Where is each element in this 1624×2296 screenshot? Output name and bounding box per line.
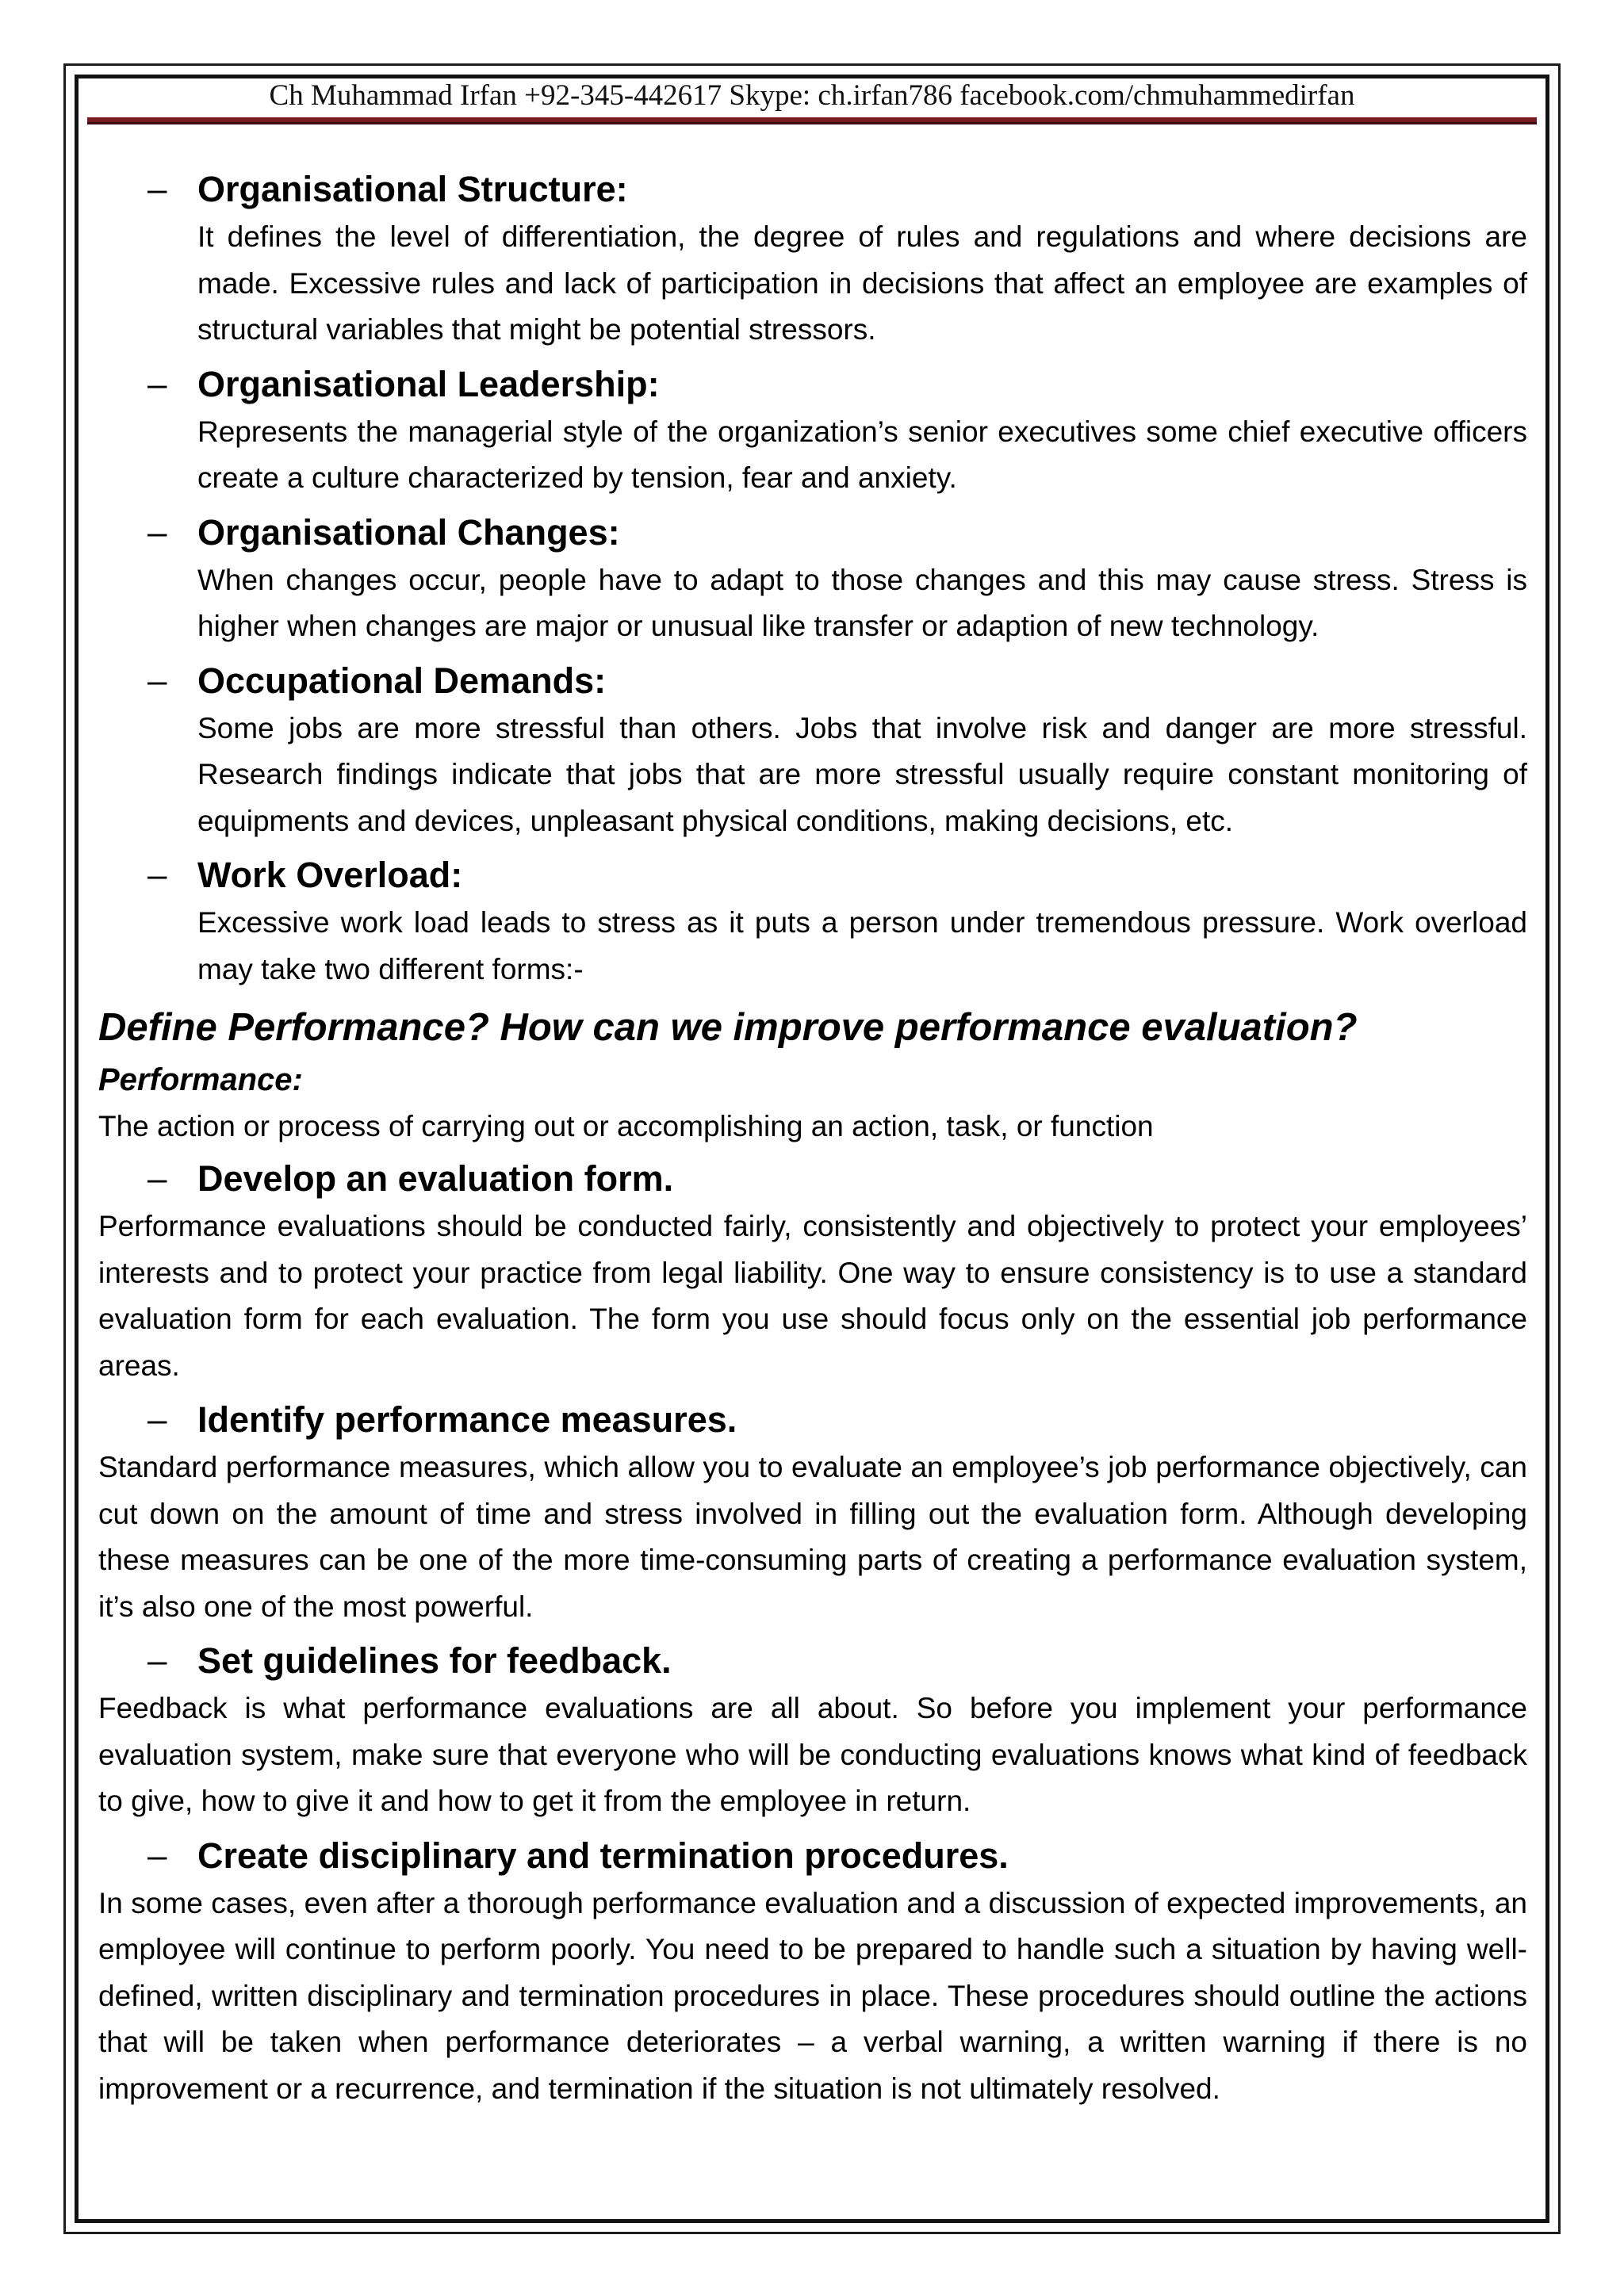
dash-bullet: – [147,364,167,404]
item-heading: Occupational Demands: [197,660,607,701]
item-heading: Organisational Changes: [197,511,620,553]
item-heading: Set guidelines for feedback. [197,1640,672,1681]
item-heading: Work Overload: [197,855,463,895]
item-paragraph: It defines the level of differentiation, the degree of rules and regulations and where decisions are made. Excessive rules and lack of participation in decisions that affect an employee are examples of structural variables that might be potential stressors. [197,220,1527,346]
item-paragraph: Some jobs are more stressful than others. Jobs that involve risk and danger are more stressful. Research findings indicate that jobs that are more stressful usually require constant monitoring of equipments and devices, unpleasant physical conditions, making decisions, etc. [197,711,1527,837]
stressor-organisational-changes [98,508,1527,650]
item-heading: Organisational Structure: [197,169,628,209]
item-paragraph: In some cases, even after a thorough performance evaluation and a discussion of expected improvements, an employee will continue to perform poorly. You need to be prepared to handle such a situation by having well-defined, written disciplinary and termination procedures in place. These procedures should outline the actions that will be taken when performance deteriorates – a verbal warning, a written warning if there is no improvement or a recurrence, and termination if the situation is not ultimately resolved. [98,1886,1527,2105]
document-body [98,165,1527,2118]
improvement-performance-measures [98,1395,1527,1630]
dash-bullet: – [147,1400,167,1439]
item-paragraph: Performance evaluations should be conducted fairly, consistently and objectively to protect your employees’ interests and to protect your practice from legal liability. One way to ensure consistency is to use a standard evaluation form for each evaluation. The form you use should focus only on the essential job performance areas. [98,1210,1527,1382]
stressor-work-overload [98,851,1527,993]
header-divider [87,117,1537,124]
improvement-evaluation-form [98,1154,1527,1389]
item-heading: Organisational Leadership: [197,363,660,404]
improvement-disciplinary-procedures [98,1831,1527,2113]
item-paragraph: When changes occur, people have to adapt to those changes and this may cause stress. Stress is higher when changes are major or unusual like transfer or adaption of new technology. [197,563,1527,642]
item-heading: Develop an evaluation form. [197,1158,674,1199]
dash-bullet: – [147,1641,167,1680]
dash-bullet: – [147,1835,167,1875]
question-heading: Define Performance? How can we improve performance evaluation? [98,1006,1358,1049]
dash-bullet: – [147,512,167,552]
item-heading: Create disciplinary and termination procedures. [197,1835,1009,1876]
dash-bullet: – [147,855,167,894]
dash-bullet: – [147,660,167,700]
dash-bullet: – [147,1159,167,1198]
stressor-occupational-demands [98,656,1527,845]
performance-subheading: Performance: [98,1062,303,1097]
stressor-organisational-leadership [98,360,1527,502]
improvement-feedback-guidelines [98,1636,1527,1825]
item-paragraph: Excessive work load leads to stress as it puts a person under tremendous pressure. Work overload may take two different forms:- [197,906,1527,985]
item-heading: Identify performance measures. [197,1399,737,1440]
item-paragraph: Represents the managerial style of the organization’s senior executives some chief executive officers create a culture characterized by tension, fear and anxiety. [197,415,1527,494]
performance-definition: The action or process of carrying out or accomplishing an action, task, or function [98,1110,1154,1142]
stressor-organisational-structure [98,165,1527,354]
item-paragraph: Feedback is what performance evaluations are all about. So before you implement your performance evaluation system, make sure that everyone who will be conducting evaluations knows what kind of feedback to give, how to give it and how to get it from the employee in return. [98,1692,1527,1817]
dash-bullet: – [147,170,167,209]
page-header: Ch Muhammad Irfan +92-345-442617 Skype: ch.irfan786 facebook.com/chmuhammedirfan [269,79,1355,112]
item-paragraph: Standard performance measures, which allow you to evaluate an employee’s job performance objectively, can cut down on the amount of time and stress involved in filling out the evaluation form. Although developing these measures can be one of the more time-consuming parts of creating a performance evaluation system, it’s also one of the most powerful. [98,1451,1527,1623]
